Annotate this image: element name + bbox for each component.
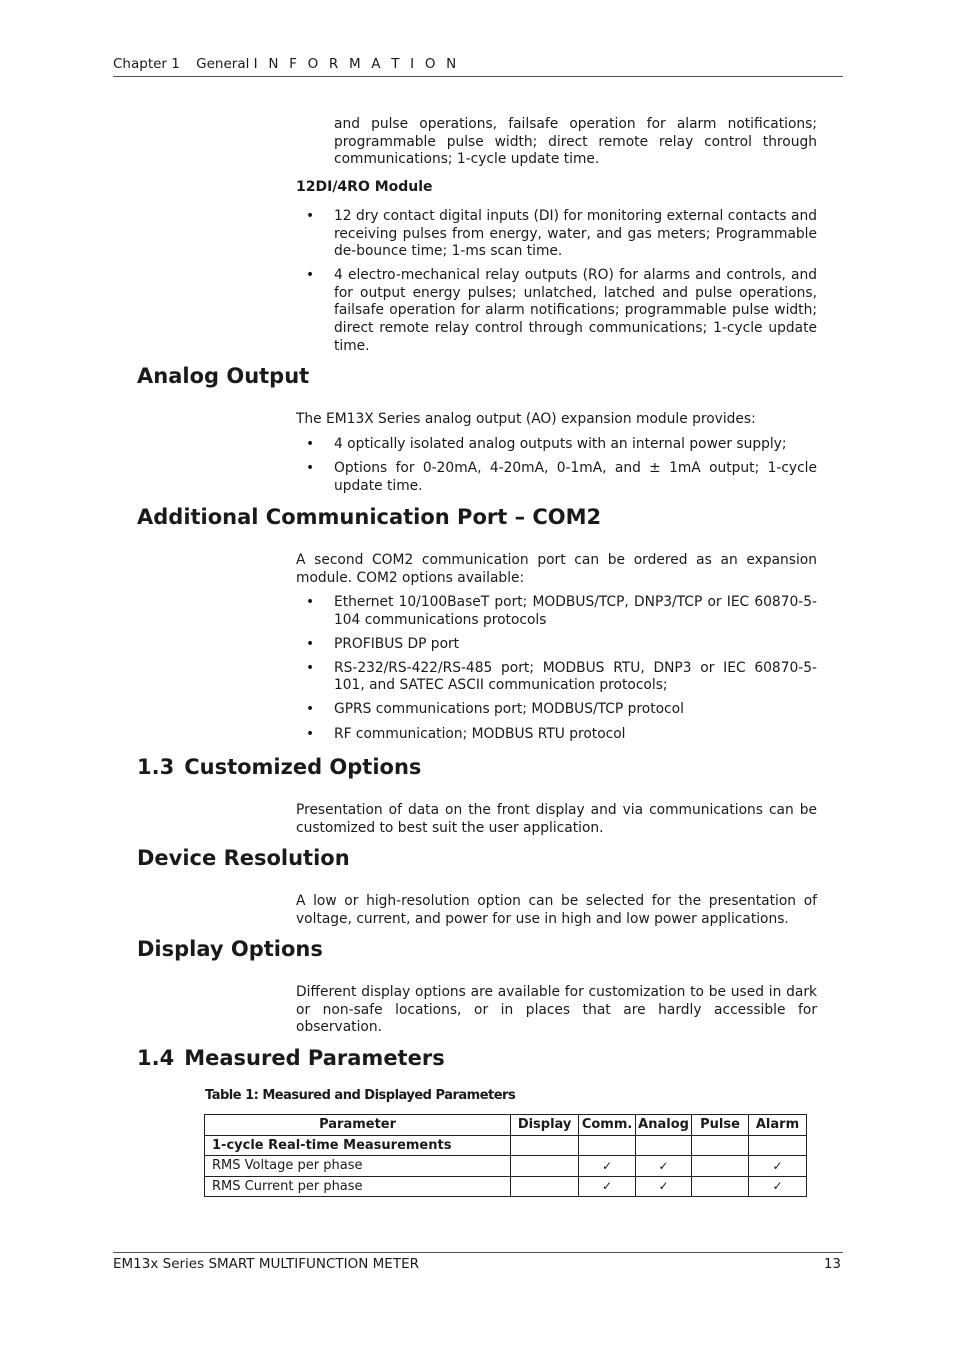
section-heading-com2: Additional Communication Port – COM2 [137, 505, 602, 529]
table-caption: Table 1: Measured and Displayed Parameters [205, 1088, 516, 1103]
check-icon: ✓ [579, 1176, 636, 1197]
section-heading-measured [137, 1046, 445, 1070]
page-header [113, 56, 843, 77]
list-item: • 4 electro-mechanical relay outputs (RO) for alarms and controls, and for output energy pulses; unlatched, latched and pulse operations, failsafe operation for alarm notifications; programmable pulse width; direct remote relay control through communications; 1-cycle update time. [306, 267, 817, 354]
header-section: General [196, 56, 250, 72]
check-icon: ✓ [749, 1176, 807, 1197]
check-icon: ✓ [636, 1156, 692, 1177]
column-header: Analog [636, 1115, 692, 1136]
list-item: • Ethernet 10/100BaseT port; MODBUS/TCP, DNP3/TCP or IEC 60870-5-104 communications protocols [306, 594, 817, 628]
section-heading-display: Display Options [137, 937, 323, 961]
list-item: • RS-232/RS-422/RS-485 port; MODBUS RTU, DNP3 or IEC 60870-5-101, and SATEC ASCII communication protocols; [306, 659, 817, 694]
analog-paragraph: The EM13X Series analog output (AO) expansion module provides: [296, 411, 756, 427]
section-heading-customized [137, 755, 421, 779]
analog-bullets [296, 436, 817, 502]
check-icon [692, 1156, 749, 1177]
display-paragraph: Different display options are available for customization to be used in dark or non-safe locations, or in places that are hardly accessible for observation. [296, 984, 817, 1036]
check-icon [692, 1176, 749, 1197]
check-icon: ✓ [636, 1176, 692, 1197]
section-number: 1.4 [137, 1046, 175, 1070]
column-header: Pulse [692, 1115, 749, 1136]
table-row [205, 1176, 807, 1197]
parameter-cell: RMS Voltage per phase [205, 1156, 511, 1177]
list-item: • 12 dry contact digital inputs (DI) for monitoring external contacts and receiving pulses from energy, water, and gas meters; Programmable de-bounce time; 1-ms scan time. [306, 208, 817, 260]
column-header: Parameter [205, 1115, 511, 1136]
check-icon [511, 1156, 579, 1177]
table-header-row [205, 1115, 807, 1136]
page-footer [113, 1252, 843, 1272]
group-label: 1-cycle Real-time Measurements [205, 1135, 511, 1156]
measured-parameters-table [204, 1114, 807, 1197]
resolution-paragraph: A low or high-resolution option can be selected for the presentation of voltage, current, and power for use in high and low power applications. [296, 893, 817, 927]
footer-title: EM13x Series SMART MULTIFUNCTION METER [113, 1256, 419, 1272]
continued-paragraph: and pulse operations, failsafe operation for alarm notifications; programmable pulse width; direct remote relay control through communications; 1-cycle update time. [334, 116, 817, 168]
com2-paragraph: A second COM2 communication port can be ordered as an expansion module. COM2 options available: [296, 552, 817, 586]
list-item: • 4 optically isolated analog outputs with an internal power supply; [306, 436, 787, 452]
com2-bullets [296, 594, 817, 750]
column-header: Alarm [749, 1115, 807, 1136]
list-item: • RF communication; MODBUS RTU protocol [306, 725, 626, 742]
list-item: • PROFIBUS DP port [306, 635, 460, 652]
column-header: Display [511, 1115, 579, 1136]
section-heading-resolution: Device Resolution [137, 846, 350, 870]
parameter-cell: RMS Current per phase [205, 1176, 511, 1197]
table-group-row [205, 1135, 807, 1156]
module-bullets [296, 208, 817, 362]
check-icon: ✓ [579, 1156, 636, 1177]
table-row [205, 1156, 807, 1177]
column-header: Comm. [579, 1115, 636, 1136]
check-icon [511, 1176, 579, 1197]
custom-paragraph: Presentation of data on the front display and via communications can be customized to best suit the user application. [296, 802, 817, 836]
header-chapter: Chapter 1 [113, 56, 180, 72]
module-title: 12DI/4RO Module [296, 179, 433, 195]
list-item: • Options for 0-20mA, 4-20mA, 0-1mA, and ± 1mA output; 1-cycle update time. [306, 460, 817, 494]
check-icon: ✓ [749, 1156, 807, 1177]
section-title: Customized Options [184, 755, 422, 779]
section-number: 1.3 [137, 755, 175, 779]
page-number: 13 [823, 1256, 841, 1272]
section-heading-analog: Analog Output [137, 364, 310, 388]
header-info: I N F O R M A T I O N [253, 56, 460, 72]
list-item: • GPRS communications port; MODBUS/TCP protocol [306, 701, 684, 718]
section-title: Measured Parameters [184, 1046, 445, 1070]
